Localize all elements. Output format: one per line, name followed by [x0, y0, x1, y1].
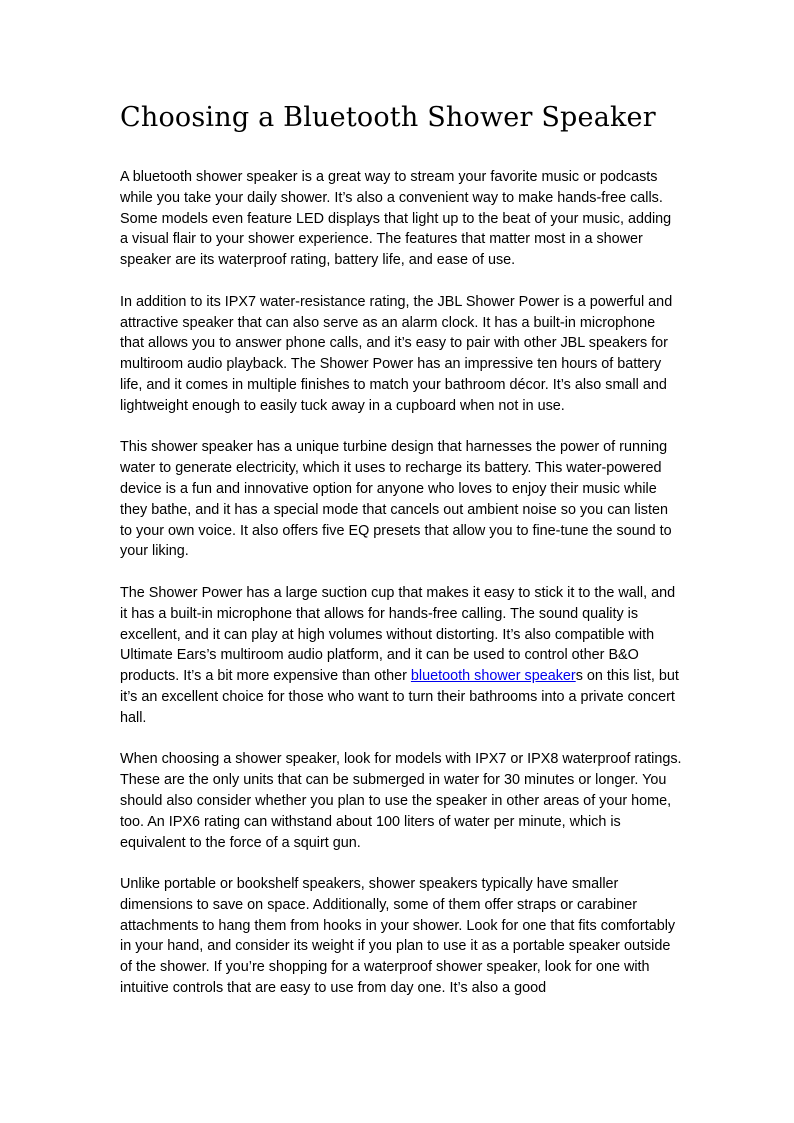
bluetooth-shower-speaker-link[interactable]: bluetooth shower speaker [410, 668, 576, 685]
paragraph-intro: A bluetooth shower speaker is a great way to stream your favorite music or podcasts while you take your daily shower. It’s also a convenient way to make hands-free calls. Some models even feature LED displays that light up to the beat of your music, adding a visual flair to your shower experience. The features that matter most in a shower speaker are its waterproof rating, battery life, and ease of use. [120, 169, 672, 269]
document-title: Choosing a Bluetooth Shower Speaker [120, 102, 656, 133]
document-page [120, 98, 682, 1020]
paragraph-size-and-controls: Unlike portable or bookshelf speakers, shower speakers typically have smaller dimensions to save on space. Additionally, some of them offer straps or carabiner attachments to hang them from hooks in your shower. Look for one that fits comfortably in your hand, and consider its weight if you plan to use it as a portable speaker outside of the shower. If you’re shopping for a waterproof shower speaker, look for one with intuitive controls that are easy to use from day one. It’s also a good [120, 876, 676, 997]
paragraph-text-before-link: The Shower Power has a large suction cup that makes it easy to stick it to the wall, and it has a built-in microphone that allows for hands-free calling. The sound quality is excellent, and it can play at high volumes without distorting. It’s also compatible with Ultimate Ears’s multiroom audio platform, and it can be used to control other B&O products. It’s a bit more expensive than other [120, 584, 676, 685]
paragraph-text-after-link: s on this list, but it’s an excellent choice for those who want to turn their bathrooms into a private concert hall. [120, 668, 679, 726]
paragraph-jbl-shower-power: In addition to its IPX7 water-resistance rating, the JBL Shower Power is a powerful and attractive speaker that can also serve as an alarm clock. It has a built-in microphone that allows you to answer phone calls, and it’s easy to pair with other JBL speakers for multiroom audio playback. The Shower Power has an impressive ten hours of battery life, and it comes in multiple finishes to match your bathroom décor. It’s also small and lightweight enough to easily tuck away in a cupboard when not in use. [120, 293, 673, 414]
paragraph-suction-cup [120, 583, 682, 729]
paragraph-waterproof-ratings: When choosing a shower speaker, look for models with IPX7 or IPX8 waterproof ratings. These are the only units that can be submerged in water for 30 minutes or longer. You should also consider whether you plan to use the speaker in other areas of your home, too. An IPX6 rating can withstand about 100 liters of water per minute, which is equivalent to the force of a squirt gun. [120, 751, 682, 851]
paragraph-turbine-design: This shower speaker has a unique turbine design that harnesses the power of running water to generate electricity, which it uses to recharge its battery. This water-powered device is a fun and innovative option for anyone who loves to enjoy their music while they bathe, and it has a special mode that cancels out ambient noise so you can listen to your own voice. It also offers five EQ presets that allow you to fine-tune the sound to your liking. [120, 439, 672, 560]
